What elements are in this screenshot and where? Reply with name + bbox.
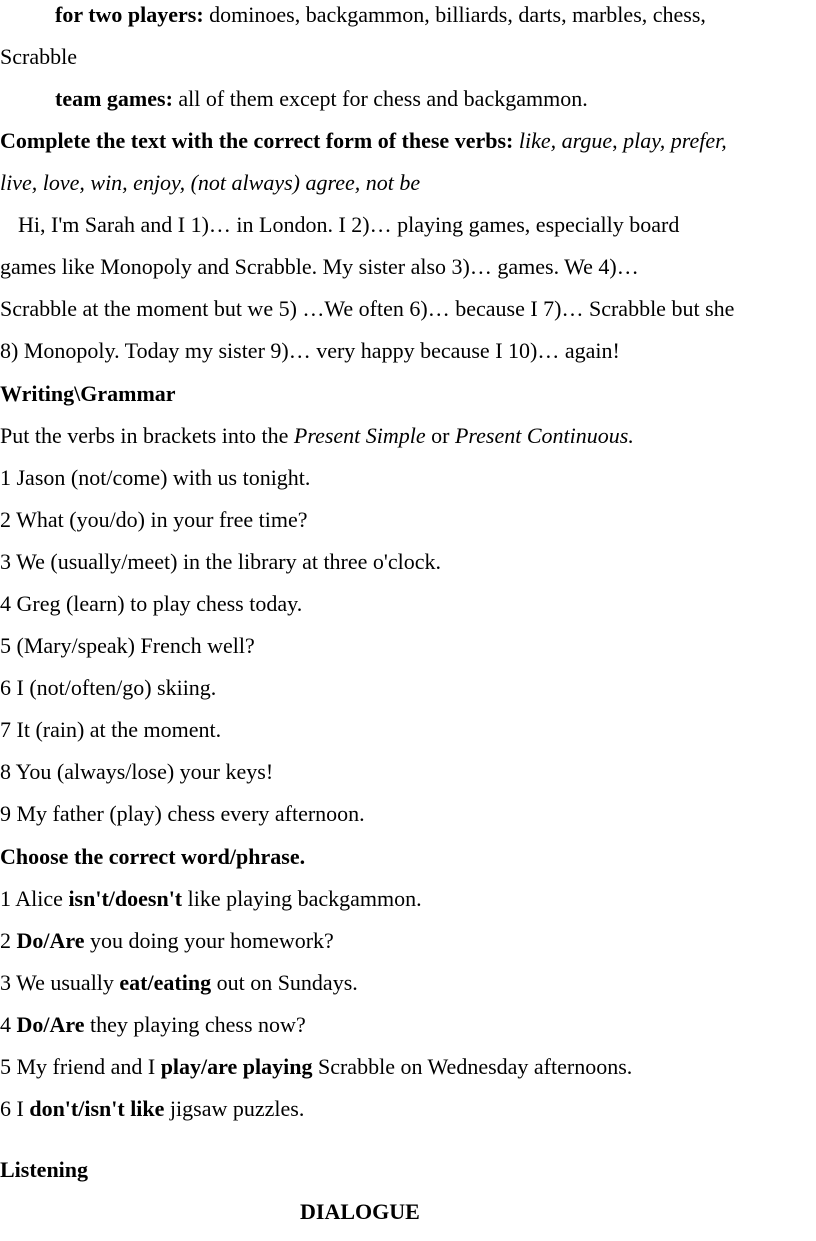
instr-or: or: [425, 423, 455, 448]
grammar-item: 7 It (rain) at the moment.: [0, 717, 222, 742]
verbs-list-1: like, argue: [518, 128, 613, 153]
choose-item-post: you doing your homework?: [84, 928, 334, 953]
choose-item: [0, 1096, 304, 1122]
two-players-text: dominoes, backgammon, billiards, darts, marbles, chess,: [203, 2, 706, 27]
choose-item-post: Scrabble on Wednesday afternoons.: [312, 1054, 633, 1079]
choose-item-post: jigsaw puzzles.: [164, 1096, 305, 1121]
two-players-line: [55, 2, 706, 28]
instr-present-simple: Present Simple: [293, 423, 426, 448]
choose-item-pre: 3 We usually: [0, 970, 120, 995]
grammar-item: 6 I (not/often/go) skiing.: [0, 675, 217, 700]
gapfill-line-2: games like Monopoly and Scrabble. My sister also 3)… games. We 4)…: [0, 254, 639, 279]
choose-item-post: they playing chess now?: [84, 1012, 306, 1037]
grammar-item: 3 We (usually/meet) in the library at three o'clock.: [0, 549, 442, 574]
grammar-item: 2 What (you/do) in your free time?: [0, 507, 308, 532]
writing-instructions: [0, 423, 634, 449]
choose-item-pre: 6 I: [0, 1096, 30, 1121]
choose-item-pre: 4: [0, 1012, 17, 1037]
choose-item-pre: 2: [0, 928, 17, 953]
grammar-item: 8 You (always/lose) your keys!: [0, 759, 274, 784]
two-players-line-cont: Scrabble: [0, 44, 77, 69]
choose-item-pre: 1 Alice: [0, 886, 69, 911]
gapfill-line-3: Scrabble at the moment but we 5) …We often 6)… because I 7)… Scrabble but she: [0, 296, 735, 321]
grammar-item: 5 (Mary/speak) French well?: [0, 633, 255, 658]
choose-item-options: eat/eating: [119, 970, 212, 995]
choose-heading: Choose the correct word/phrase.: [0, 844, 306, 869]
choose-item-options: don't/isn't like: [29, 1096, 165, 1121]
choose-item-post: out on Sundays.: [211, 970, 358, 995]
instr-present-continuous: Present Continuous.: [454, 423, 634, 448]
choose-item: [0, 970, 358, 996]
writing-grammar-heading: Writing\Grammar: [0, 381, 176, 406]
instr-part-1: Put the verbs in brackets into the: [0, 423, 294, 448]
choose-item: [0, 1054, 632, 1080]
grammar-item: 4 Greg (learn) to play chess today.: [0, 591, 303, 616]
choose-item-options: Do/Are: [16, 928, 85, 953]
dialogue-heading: DIALOGUE: [300, 1199, 420, 1224]
complete-heading: Complete the text with the correct form of these verbs:: [0, 128, 514, 153]
team-games-line: [55, 86, 588, 112]
verbs-comma: ,: [612, 128, 618, 153]
choose-item-post: like playing backgammon.: [182, 886, 422, 911]
team-games-text: all of them except for chess and backgammon.: [172, 86, 588, 111]
choose-item-pre: 5 My friend and I: [0, 1054, 161, 1079]
choose-item: [0, 928, 334, 954]
choose-item-options: isn't/doesn't: [68, 886, 183, 911]
verbs-list-2: play, prefer,: [623, 128, 727, 153]
listening-heading: Listening: [0, 1157, 89, 1182]
complete-heading-line: [0, 128, 727, 154]
choose-item-options: play/are playing: [160, 1054, 313, 1079]
gapfill-line-1: Hi, I'm Sarah and I 1)… in London. I 2)… playing games, especially board: [18, 212, 680, 237]
two-players-label: for two players:: [55, 2, 204, 27]
grammar-item: 9 My father (play) chess every afternoon.: [0, 801, 365, 826]
choose-item: [0, 1012, 306, 1038]
choose-item: [0, 886, 422, 912]
team-games-label: team games:: [55, 86, 173, 111]
choose-item-options: Do/Are: [16, 1012, 85, 1037]
verbs-list-3: live, love, win, enjoy, (not always) agree, not be: [0, 170, 421, 195]
gapfill-line-4: 8) Monopoly. Today my sister 9)… very happy because I 10)… again!: [0, 338, 620, 363]
grammar-item: 1 Jason (not/come) with us tonight.: [0, 465, 311, 490]
